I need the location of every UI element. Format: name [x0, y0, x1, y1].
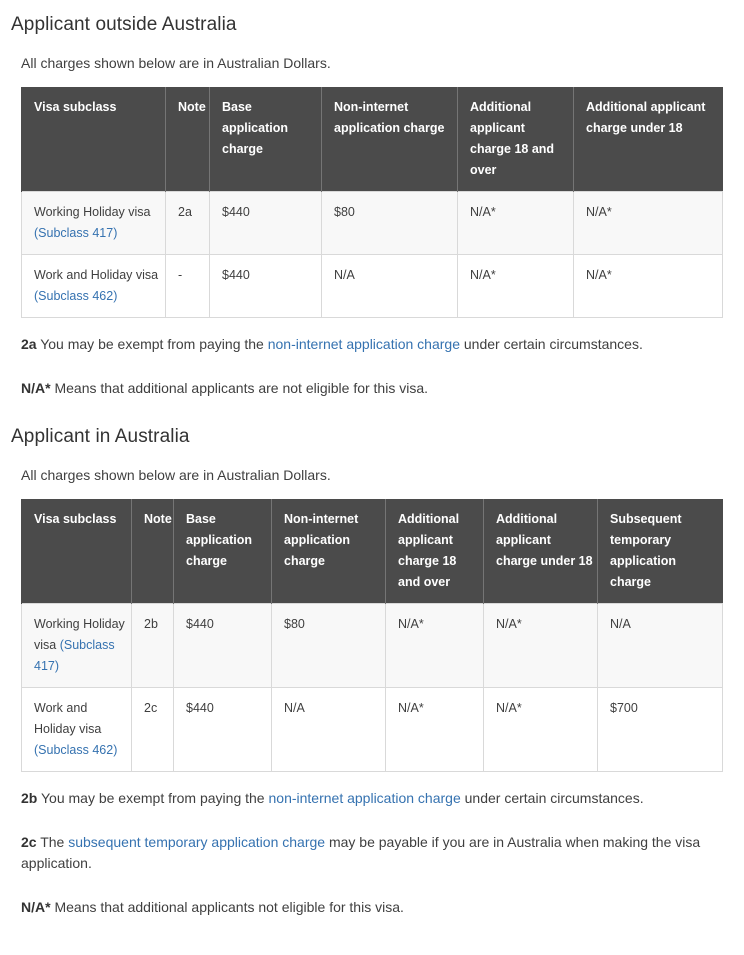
note-cell: 2b [132, 604, 174, 688]
table-header-row [22, 87, 723, 192]
table-row-work-and-holiday-462 [22, 688, 723, 772]
footnote-2b [21, 788, 724, 809]
footnote-text: under certain circumstances. [464, 790, 644, 806]
section-outside-australia [11, 14, 724, 399]
footnote-2a [21, 334, 724, 355]
table-row-work-and-holiday-462 [22, 255, 723, 318]
subclass-417-link[interactable]: (Subclass 417) [34, 638, 115, 673]
col-header-non-internet-charge: Non-internet application charge [322, 87, 458, 192]
base-charge-cell: $440 [174, 604, 272, 688]
visa-name: Work and Holiday visa [34, 268, 159, 282]
non-internet-charge-cell: N/A [272, 688, 386, 772]
note-cell: 2c [132, 688, 174, 772]
col-header-note: Note [166, 87, 210, 192]
table-row-working-holiday-417 [22, 192, 723, 255]
base-charge-cell: $440 [210, 192, 322, 255]
footnote-text: The [40, 834, 65, 850]
visa-cell [22, 192, 166, 255]
subsequent-charge-cell: N/A [598, 604, 723, 688]
section-heading-in: Applicant in Australia [11, 426, 190, 447]
table-header-row [22, 499, 723, 604]
subclass-462-link[interactable]: (Subclass 462) [34, 289, 118, 303]
visa-cell [22, 255, 166, 318]
subsequent-charge-cell: $700 [598, 688, 723, 772]
footnote-text: You may be exempt from paying the [40, 790, 265, 806]
col-header-additional-over18: Additional applicant charge 18 and over [458, 87, 574, 192]
visa-name: Working Holiday visa [34, 617, 125, 652]
footnote-label: 2c [21, 834, 37, 850]
subclass-417-link[interactable]: (Subclass 417) [34, 226, 118, 240]
visa-name: Working Holiday visa [34, 205, 151, 219]
visa-cell [22, 604, 132, 688]
visa-name: Work and Holiday visa [34, 701, 102, 736]
footnote-label: 2b [21, 790, 38, 806]
non-internet-charge-cell: N/A [322, 255, 458, 318]
col-header-non-internet-charge: Non-internet application charge [272, 499, 386, 604]
additional-under18-cell: N/A* [574, 192, 723, 255]
footnote-text: may be payable if you are in Australia when making the visa application. [21, 834, 701, 871]
footnote-text: Means that additional applicants are not eligible for this visa. [54, 380, 429, 396]
non-internet-charge-cell: $80 [322, 192, 458, 255]
col-header-visa-subclass: Visa subclass [22, 499, 132, 604]
fees-table-outside [21, 87, 723, 318]
non-internet-charge-link[interactable]: non-internet application charge [268, 790, 461, 806]
col-header-note: Note [132, 499, 174, 604]
non-internet-charge-cell: $80 [272, 604, 386, 688]
footnote-label: N/A* [21, 380, 51, 396]
additional-under18-cell: N/A* [484, 604, 598, 688]
col-header-additional-under18: Additional applicant charge under 18 [574, 87, 723, 192]
non-internet-charge-link[interactable]: non-internet application charge [267, 336, 460, 352]
table-row-working-holiday-417 [22, 604, 723, 688]
col-header-subsequent-charge: Subsequent temporary application charge [598, 499, 723, 604]
additional-over18-cell: N/A* [386, 688, 484, 772]
footnote-label: N/A* [21, 899, 51, 915]
additional-over18-cell: N/A* [386, 604, 484, 688]
footnote-text: Means that additional applicants not eligible for this visa. [54, 899, 404, 915]
footnote-text: You may be exempt from paying the [40, 336, 264, 352]
col-header-base-charge: Base application charge [174, 499, 272, 604]
footnote-2c [21, 832, 724, 874]
intro-text: All charges shown below are in Australian Dollars. [21, 467, 331, 483]
base-charge-cell: $440 [210, 255, 322, 318]
footnote-text: under certain circumstances. [463, 336, 643, 352]
footnote-label: 2a [21, 336, 37, 352]
additional-under18-cell: N/A* [484, 688, 598, 772]
col-header-additional-over18: Additional applicant charge 18 and over [386, 499, 484, 604]
base-charge-cell: $440 [174, 688, 272, 772]
note-cell: - [166, 255, 210, 318]
additional-over18-cell: N/A* [458, 192, 574, 255]
visa-cell [22, 688, 132, 772]
fees-table-in [21, 499, 723, 772]
subsequent-temporary-charge-link[interactable]: subsequent temporary application charge [68, 834, 326, 850]
section-heading-outside: Applicant outside Australia [11, 14, 237, 35]
col-header-visa-subclass: Visa subclass [22, 87, 166, 192]
col-header-base-charge: Base application charge [210, 87, 322, 192]
footnote-na-outside [21, 378, 724, 399]
footnote-na-in [21, 897, 724, 918]
col-header-additional-under18: Additional applicant charge under 18 [484, 499, 598, 604]
additional-under18-cell: N/A* [574, 255, 723, 318]
note-cell: 2a [166, 192, 210, 255]
section-in-australia [11, 426, 724, 918]
intro-text: All charges shown below are in Australian Dollars. [21, 55, 331, 71]
additional-over18-cell: N/A* [458, 255, 574, 318]
subclass-462-link[interactable]: (Subclass 462) [34, 743, 118, 757]
